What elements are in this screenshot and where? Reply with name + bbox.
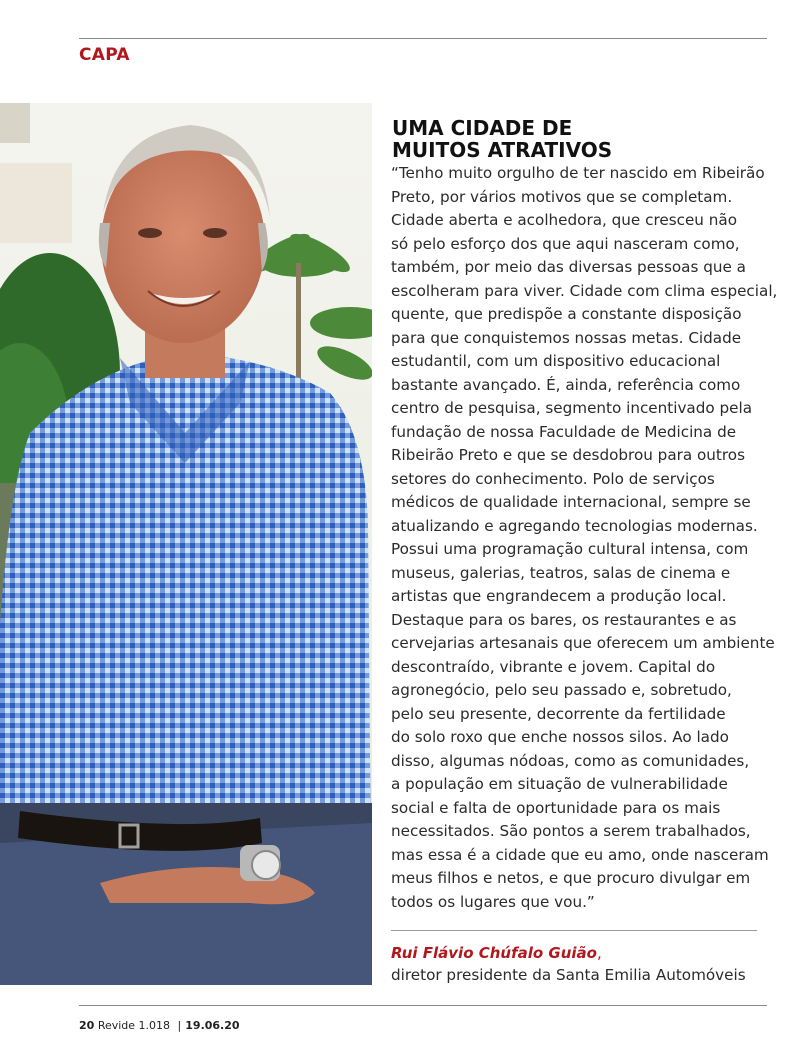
quote-line: mas essa é a cidade que eu amo, onde nasceram	[391, 845, 769, 864]
author-role: diretor presidente da Santa Emilia Automóveis	[391, 966, 746, 984]
author-line	[391, 942, 602, 965]
section-label: CAPA	[79, 45, 130, 65]
signature-rule	[391, 930, 757, 931]
headline-line: UMA CIDADE DE	[392, 116, 573, 140]
quote-line: Cidade aberta e acolhedora, que cresceu não	[391, 211, 737, 229]
quote-line: atualizando e agregando tecnologias modernas.	[391, 516, 758, 535]
author-comma: ,	[596, 944, 602, 962]
quote-line: cervejarias artesanais que oferecem um ambiente	[391, 634, 775, 652]
quote-line: Destaque para os bares, os restaurantes e as	[391, 610, 737, 629]
quote-line: setores do conhecimento. Polo de serviços	[391, 469, 715, 488]
quote-line: Possui uma programação cultural intensa, com	[391, 540, 749, 558]
magazine-issue: Revide 1.018	[97, 1019, 171, 1032]
quote-line: só pelo esforço dos que aqui nasceram como,	[391, 234, 740, 253]
author-name: Rui Flávio Chúfalo Guião	[391, 944, 597, 962]
quote-line: para que conquistemos nossas metas. Cidade	[391, 328, 742, 347]
quote-line: quente, que predispõe a constante disposição	[391, 305, 742, 323]
quote-line: centro de pesquisa, segmento incentivado pela	[391, 399, 753, 417]
quote-line: escolheram para viver. Cidade com clima especial,	[391, 281, 778, 300]
issue-date: 19.06.20	[185, 1019, 240, 1032]
bottom-rule	[79, 1005, 767, 1006]
quote-line: social e falta de oportunidade para os mais	[391, 798, 721, 817]
quote-line: necessitados. São pontos a serem trabalhados,	[391, 822, 751, 840]
quote-line: estudantil, com um dispositivo educacional	[391, 352, 721, 370]
quote-line: médicos de qualidade internacional, sempre se	[391, 493, 751, 511]
quote-line: do solo roxo que enche nossos silos. Ao lado	[391, 728, 729, 746]
quote-line: também, por meio das diversas pessoas que a	[391, 258, 746, 276]
footer-separator: |	[177, 1019, 182, 1032]
quote-line: a população em situação de vulnerabilidade	[391, 775, 728, 793]
quote-line: museus, galerias, teatros, salas de cinema e	[391, 563, 731, 582]
quote-line: meus filhos e netos, e que procuro divulgar em	[391, 869, 751, 887]
quote-line: Ribeirão Preto e que se desdobrou para outros	[391, 446, 745, 464]
top-rule	[79, 38, 767, 39]
quote-line: Preto, por vários motivos que se completam.	[391, 187, 733, 206]
quote-line: artistas que engrandecem a produção local.	[391, 587, 727, 605]
headline	[392, 117, 772, 161]
page-number: 20	[79, 1019, 95, 1032]
quote-line: descontraído, vibrante e jovem. Capital do	[391, 657, 716, 676]
quote-line: bastante avançado. É, ainda, referência como	[391, 375, 741, 394]
quote-line: agronegócio, pelo seu passado e, sobretudo,	[391, 681, 732, 699]
quote-line: todos os lugares que vou.”	[391, 892, 595, 911]
headline-line: MUITOS ATRATIVOS	[392, 138, 613, 162]
portrait-photo	[0, 103, 372, 985]
quote-line: disso, algumas nódoas, como as comunidades,	[391, 751, 750, 770]
quote-body	[391, 162, 776, 914]
page-footer	[79, 1019, 240, 1032]
quote-line: pelo seu presente, decorrente da fertilidade	[391, 704, 726, 723]
quote-line: “Tenho muito orgulho de ter nascido em Ribeirão	[391, 164, 765, 182]
quote-line: fundação de nossa Faculdade de Medicina de	[391, 422, 737, 441]
